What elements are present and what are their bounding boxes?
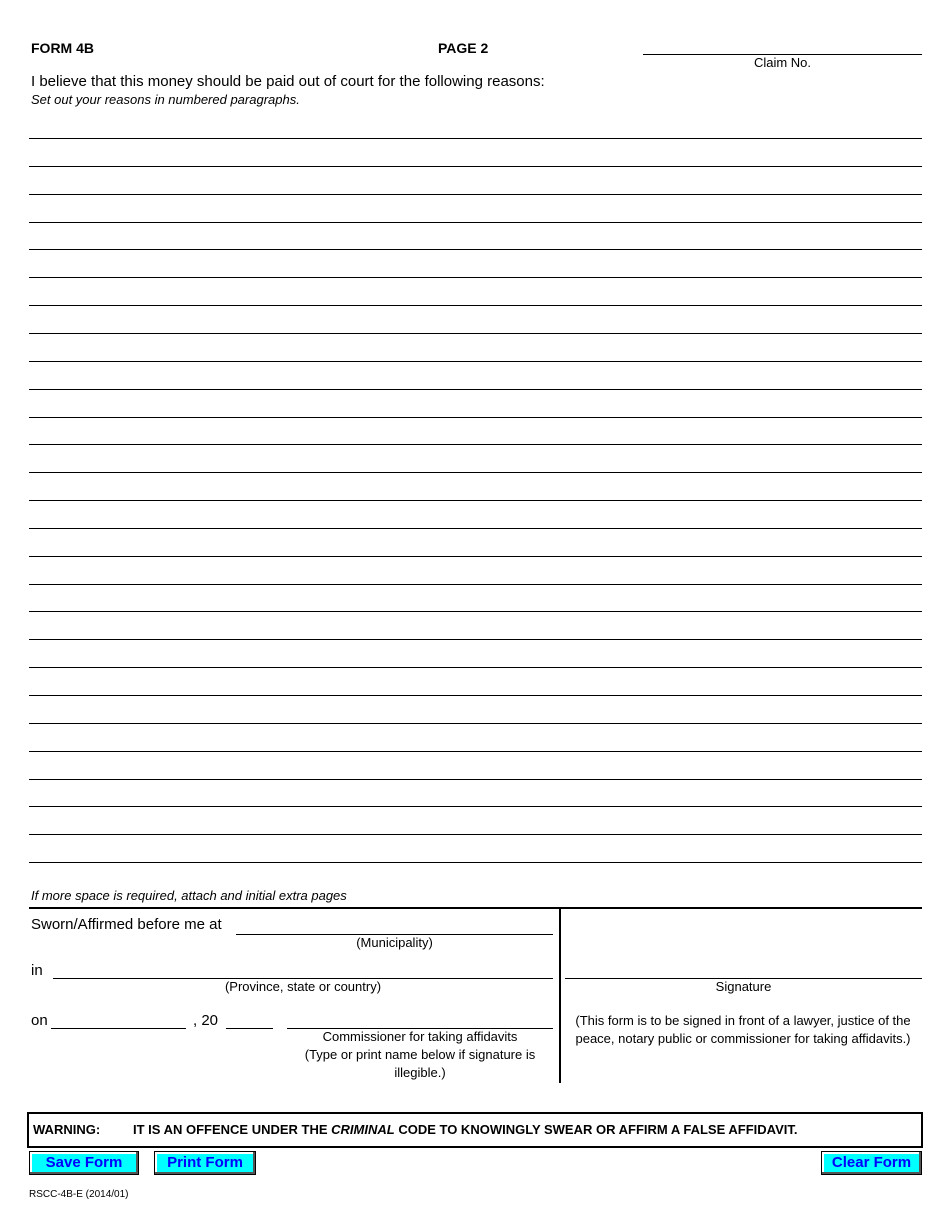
warning-text-before: IT IS AN OFFENCE UNDER THE (133, 1122, 328, 1137)
reason-line[interactable] (29, 723, 922, 724)
reason-line[interactable] (29, 472, 922, 473)
claim-no-caption: Claim No. (753, 55, 812, 70)
reason-line[interactable] (29, 417, 922, 418)
reason-line[interactable] (29, 584, 922, 585)
province-caption: (Province, state or country) (224, 979, 382, 994)
signature-caption: Signature (715, 979, 772, 994)
reason-line[interactable] (29, 305, 922, 306)
affidavit-top-rule (29, 907, 922, 909)
reason-line[interactable] (29, 806, 922, 807)
affidavit-divider (559, 908, 561, 1083)
municipality-caption: (Municipality) (356, 935, 433, 950)
date-field[interactable] (51, 1028, 186, 1029)
reason-line[interactable] (29, 194, 922, 195)
reason-line[interactable] (29, 862, 922, 863)
reason-line[interactable] (29, 667, 922, 668)
reason-line[interactable] (29, 444, 922, 445)
warning-text-italic: CRIMINAL (331, 1122, 395, 1137)
reason-line[interactable] (29, 222, 922, 223)
warning-label: WARNING: (33, 1122, 101, 1137)
reason-line[interactable] (29, 361, 922, 362)
reason-line[interactable] (29, 249, 922, 250)
reason-line[interactable] (29, 277, 922, 278)
on-label: on (31, 1012, 48, 1029)
reason-line[interactable] (29, 333, 922, 334)
form-label: FORM 4B (31, 40, 94, 56)
reason-line[interactable] (29, 556, 922, 557)
commissioner-note: (Type or print name below if signature is illegible.) (304, 1047, 536, 1080)
form-code: RSCC-4B-E (2014/01) (29, 1189, 129, 1200)
page-label: PAGE 2 (438, 40, 489, 56)
reason-line[interactable] (29, 500, 922, 501)
reasons-intro: I believe that this money should be paid out of court for the following reasons: (31, 73, 545, 90)
reason-line[interactable] (29, 528, 922, 529)
reason-line[interactable] (29, 834, 922, 835)
clear-form-button[interactable]: Clear Form (821, 1151, 922, 1175)
reason-line[interactable] (29, 166, 922, 167)
commissioner-caption: Commissioner for taking affidavits (322, 1029, 518, 1044)
year-prefix: , 20 (193, 1012, 219, 1029)
in-label: in (31, 962, 43, 979)
more-space-note: If more space is required, attach and initial extra pages (31, 888, 347, 903)
reason-line[interactable] (29, 389, 922, 390)
save-form-button[interactable]: Save Form (29, 1151, 139, 1175)
warning-box (27, 1112, 923, 1148)
warning-text-after: CODE TO KNOWINGLY SWEAR OR AFFIRM A FALSE AFFIDAVIT. (398, 1122, 798, 1137)
reason-line[interactable] (29, 611, 922, 612)
reason-line[interactable] (29, 751, 922, 752)
year-field[interactable] (226, 1028, 273, 1029)
reason-line[interactable] (29, 639, 922, 640)
signature-note: (This form is to be signed in front of a lawyer, justice of the peace, notary public or commissioner for taking affidavits.) (575, 1013, 911, 1046)
reasons-instruction: Set out your reasons in numbered paragraphs. (31, 92, 300, 107)
warning-text (133, 1122, 797, 1137)
print-form-button[interactable]: Print Form (154, 1151, 256, 1175)
reason-line[interactable] (29, 779, 922, 780)
sworn-label: Sworn/Affirmed before me at (31, 916, 222, 933)
reason-line[interactable] (29, 138, 922, 139)
reason-line[interactable] (29, 695, 922, 696)
